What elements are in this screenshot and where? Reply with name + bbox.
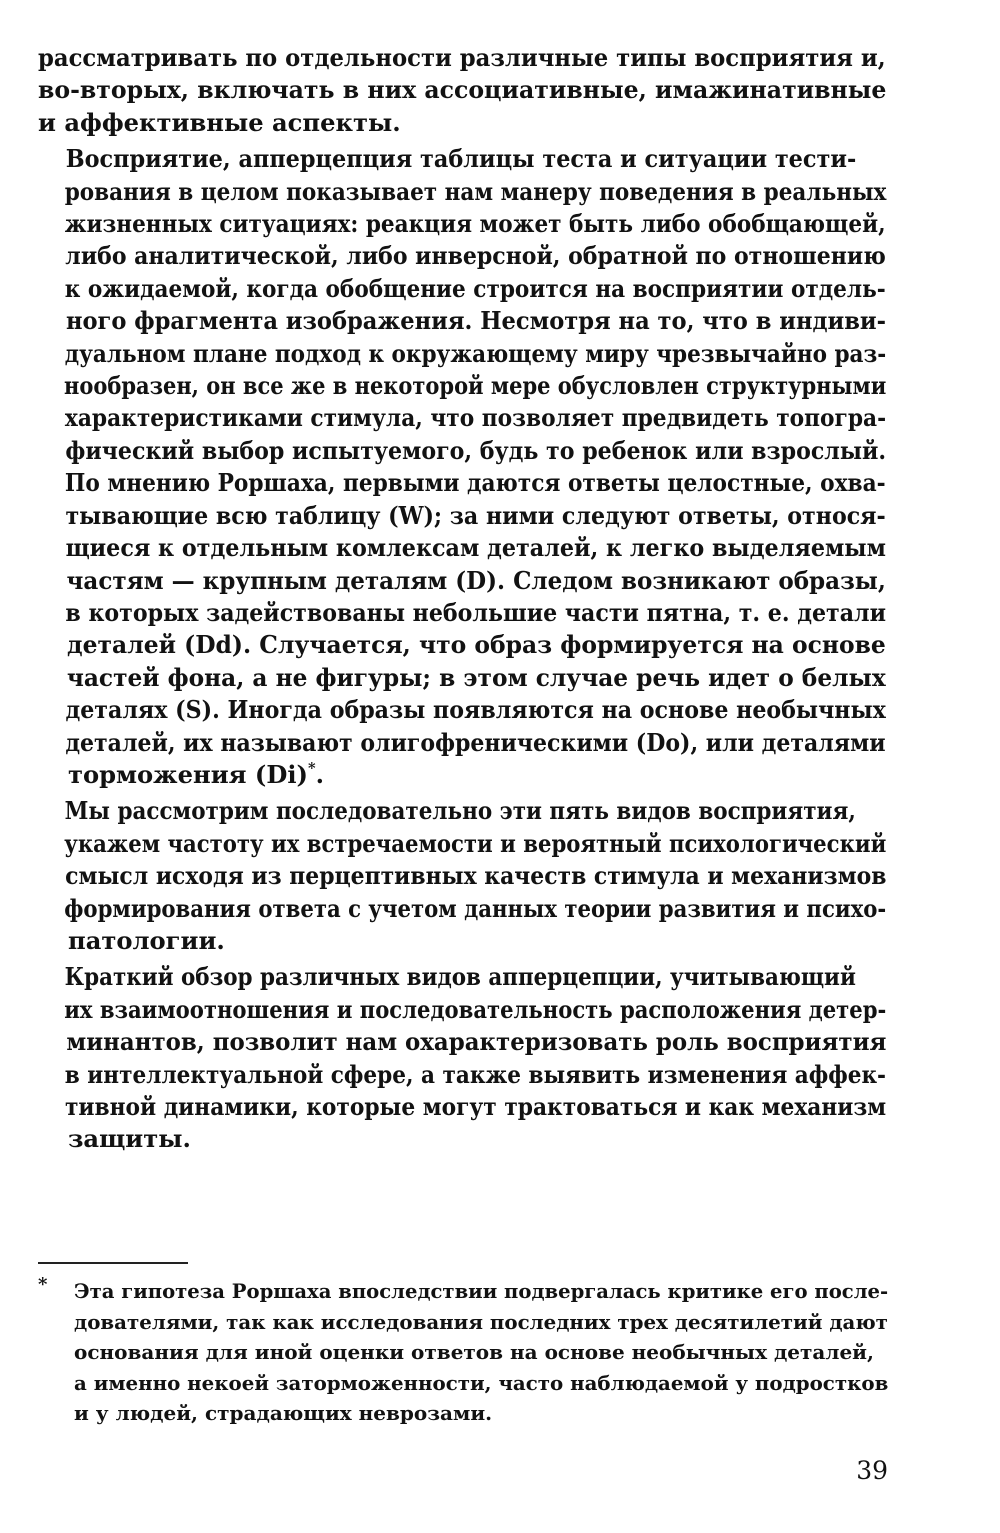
footnote-reference[interactable]: * <box>307 759 316 777</box>
text-line: к ожидаемой, когда обобщение строится на восприятии отдель- <box>64 273 886 303</box>
text-line: либо аналитической, либо инверсной, обратной по отношению <box>65 241 886 271</box>
page-number: 39 <box>856 1456 888 1485</box>
text-line: их взаимоотношения и последовательность расположения детер- <box>64 994 887 1024</box>
text-line: ного фрагмента изображения. Несмотря на то, что в индиви- <box>65 306 887 336</box>
text-line: защиты. <box>68 1124 191 1154</box>
text-line: формирования ответа с учетом данных теории развития и психо- <box>64 893 887 923</box>
footnote-line: дователями, так как исследования последних трех десятилетий дают <box>74 1309 888 1334</box>
text-line: в интеллектуальной сфере, а также выявить изменения аффек- <box>64 1059 887 1089</box>
text-line: Краткий обзор различных видов апперцепции, учитывающий <box>64 962 856 992</box>
text-line: Восприятие, апперцепция таблицы теста и ситуации тести- <box>65 144 857 174</box>
footnote-mark: * <box>38 1274 48 1295</box>
text-line: характеристиками стимула, что позволяет предвидеть топогра- <box>64 403 887 433</box>
footnote-text <box>74 1276 888 1429</box>
text-line: рования в целом показывает нам манеру поведения в реальных <box>64 176 887 206</box>
text-line: и аффективные аспекты. <box>38 107 401 137</box>
paragraph-4 <box>38 961 886 1155</box>
text-line: деталей (Dd). Случается, что образ формируется на основе <box>67 630 886 660</box>
text-line: частей фона, а не фигуры; в этом случае речь идет о белых <box>66 662 886 692</box>
text-line: тивной динамики, которые могут трактоваться и как механизм <box>64 1092 887 1121</box>
text-line: во-вторых, включать в них ассоциативные, имажинативные <box>38 75 887 105</box>
footnote-divider <box>38 1262 188 1264</box>
text-line: в которых задействованы небольшие части пятна, т. е. детали <box>65 597 887 627</box>
footnote-line: Эта гипотеза Роршаха впоследствии подвергалась критике его после- <box>74 1279 889 1303</box>
text-line: Мы рассмотрим последовательно эти пять видов восприятия, <box>64 796 856 826</box>
text-line: укажем частоту их встречаемости и вероятный психологический <box>64 828 887 858</box>
footnote-line: а именно некоей заторможенности, часто наблюдаемой у подростков <box>74 1370 889 1395</box>
text-line-with-footnote-ref <box>38 759 886 791</box>
text-fragment: . <box>315 759 324 789</box>
text-line: щиеся к отдельным комлексам деталей, к легко выделяемым <box>65 533 886 563</box>
paragraph-1 <box>38 42 886 139</box>
text-line: По мнению Роршаха, первыми даются ответы целостные, охва- <box>64 468 886 498</box>
text-line: дуальном плане подход к окружающему миру чрезвычайно раз- <box>64 338 887 368</box>
text-fragment: торможения (Di) <box>68 759 308 789</box>
footnote-line: основания для иной оценки ответов на основе необычных деталей, <box>74 1340 874 1364</box>
text-line: рассматривать по отдельности различные типы восприятия и, <box>38 43 886 72</box>
text-line: деталей, их называют олигофреническими (Do), или деталями <box>65 727 886 757</box>
text-line: патологии. <box>68 925 225 955</box>
text-line: тывающие всю таблицу (W); за ними следуют ответы, относя- <box>65 500 886 530</box>
paragraph-3 <box>38 795 886 957</box>
text-line: частям — крупным деталям (D). Следом возникают образы, <box>66 565 886 595</box>
footnote-line: и у людей, страдающих неврозами. <box>74 1401 493 1425</box>
text-line: деталях (S). Иногда образы появляются на основе необычных <box>65 695 886 725</box>
text-line: жизненных ситуациях: реакция может быть либо обобщающей, <box>64 209 886 239</box>
text-line: нообразен, он все же в некоторой мере обусловлен структурными <box>64 371 887 401</box>
text-line: минантов, позволит нам охарактеризовать роль восприятия <box>66 1027 887 1057</box>
main-text <box>38 42 886 1160</box>
footnote <box>38 1276 888 1429</box>
paragraph-2 <box>38 143 886 791</box>
text-line: фический выбор испытуемого, будь то ребенок или взрослый. <box>65 435 887 465</box>
text-line: смысл исходя из перцептивных качеств стимула и механизмов <box>65 861 887 891</box>
